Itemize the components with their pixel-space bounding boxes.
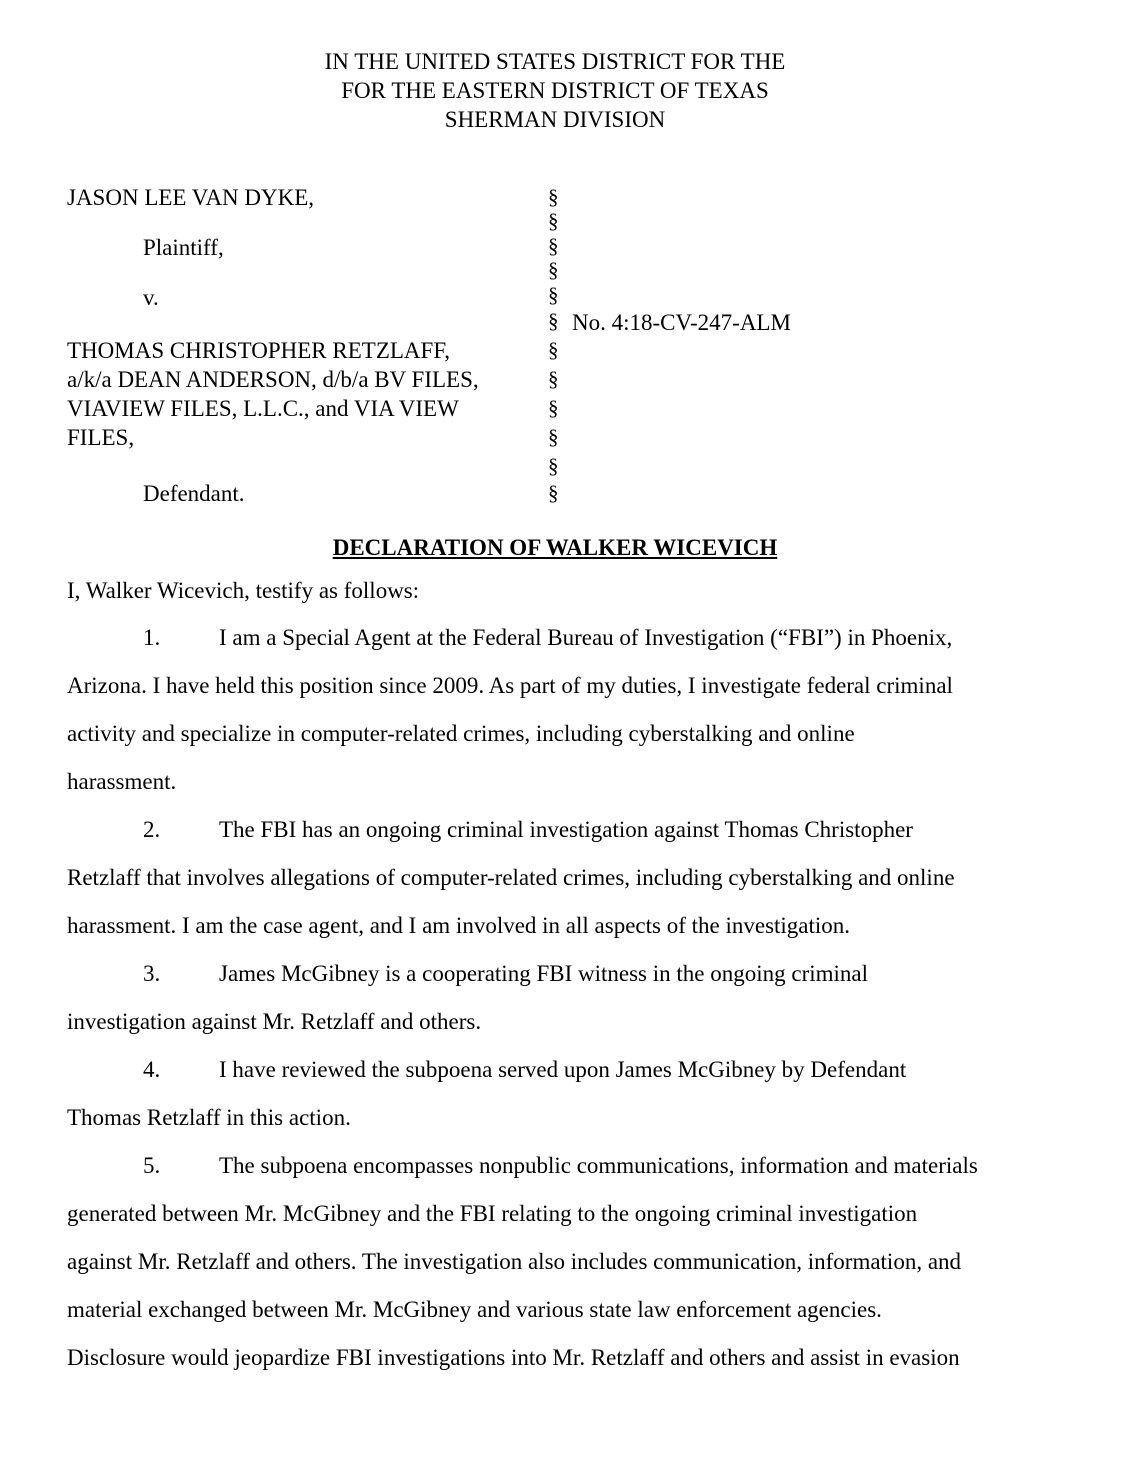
numbered-paragraph: [67, 614, 1057, 806]
section-symbol: §: [548, 234, 559, 258]
section-symbol: §: [548, 309, 559, 333]
paragraph-line: generated between Mr. McGibney and the FBI relating to the ongoing criminal investigation: [67, 1201, 918, 1226]
paragraph-line: harassment.: [67, 769, 177, 794]
court-name-line-1: IN THE UNITED STATES DISTRICT FOR THE: [324, 49, 786, 74]
document-title: DECLARATION OF WALKER WICEVICH: [332, 535, 778, 560]
intro-statement: I, Walker Wicevich, testify as follows:: [67, 578, 420, 603]
paragraph-text: I am a Special Agent at the Federal Bureau of Investigation (“FBI”) in Phoenix,: [219, 625, 953, 650]
numbered-paragraph: [67, 806, 1057, 950]
paragraph-text: The FBI has an ongoing criminal investigation against Thomas Christopher: [219, 817, 913, 842]
paragraph-first-line: [67, 1046, 1057, 1094]
section-symbol: §: [548, 396, 559, 420]
section-symbol: §: [548, 209, 559, 233]
paragraph-number: 3.: [143, 961, 161, 986]
numbered-paragraph: [67, 1142, 1057, 1382]
versus-label: v.: [143, 285, 159, 310]
paragraph-number: 5.: [143, 1153, 161, 1178]
paragraph-first-line: [67, 614, 1057, 662]
section-symbol: §: [548, 185, 559, 209]
section-symbol: §: [548, 481, 559, 505]
paragraph-number: 1.: [143, 625, 161, 650]
paragraph-text: The subpoena encompasses nonpublic communications, information and materials: [219, 1153, 978, 1178]
paragraph-line: Retzlaff that involves allegations of computer-related crimes, including cyberstalking and online: [67, 865, 955, 890]
court-name-line-2: FOR THE EASTERN DISTRICT OF TEXAS: [341, 78, 769, 103]
paragraph-first-line: [67, 1142, 1057, 1190]
paragraph-line: material exchanged between Mr. McGibney and various state law enforcement agencies.: [67, 1297, 882, 1322]
defendant-name-line: VIAVIEW FILES, L.L.C., and VIA VIEW: [67, 396, 459, 421]
section-symbol: §: [548, 367, 559, 391]
section-symbol: §: [548, 338, 559, 362]
paragraph-line: investigation against Mr. Retzlaff and others.: [67, 1009, 482, 1034]
defendant-name-line: THOMAS CHRISTOPHER RETZLAFF,: [67, 338, 451, 363]
section-symbol: §: [548, 283, 559, 307]
paragraph-line: against Mr. Retzlaff and others. The investigation also includes communication, information, and: [67, 1249, 962, 1274]
paragraph-line: Thomas Retzlaff in this action.: [67, 1105, 351, 1130]
paragraph-first-line: [67, 806, 1057, 854]
defendant-name-line: FILES,: [67, 425, 135, 450]
numbered-paragraph: [67, 950, 1057, 1046]
paragraph-line: Arizona. I have held this position since 2009. As part of my duties, I investigate federal criminal: [67, 673, 953, 698]
numbered-paragraph: [67, 1046, 1057, 1142]
paragraph-text: I have reviewed the subpoena served upon James McGibney by Defendant: [219, 1057, 907, 1082]
paragraph-first-line: [67, 950, 1057, 998]
plaintiff-role: Plaintiff,: [143, 235, 224, 260]
plaintiff-name: JASON LEE VAN DYKE,: [67, 185, 315, 210]
paragraph-text: James McGibney is a cooperating FBI witness in the ongoing criminal: [219, 961, 868, 986]
case-number: No. 4:18-CV-247-ALM: [572, 310, 791, 335]
section-symbol: §: [548, 258, 559, 282]
section-symbol: §: [548, 454, 559, 478]
paragraph-line: harassment. I am the case agent, and I am involved in all aspects of the investigation.: [67, 913, 851, 938]
defendant-role: Defendant.: [143, 481, 245, 506]
section-symbol: §: [548, 425, 559, 449]
paragraph-line: activity and specialize in computer-related crimes, including cyberstalking and online: [67, 721, 855, 746]
defendant-name-line: a/k/a DEAN ANDERSON, d/b/a BV FILES,: [67, 367, 479, 392]
paragraph-line: Disclosure would jeopardize FBI investigations into Mr. Retzlaff and others and assist in evasion: [67, 1345, 960, 1370]
court-division: SHERMAN DIVISION: [444, 107, 666, 132]
paragraph-number: 2.: [143, 817, 161, 842]
paragraph-number: 4.: [143, 1057, 161, 1082]
